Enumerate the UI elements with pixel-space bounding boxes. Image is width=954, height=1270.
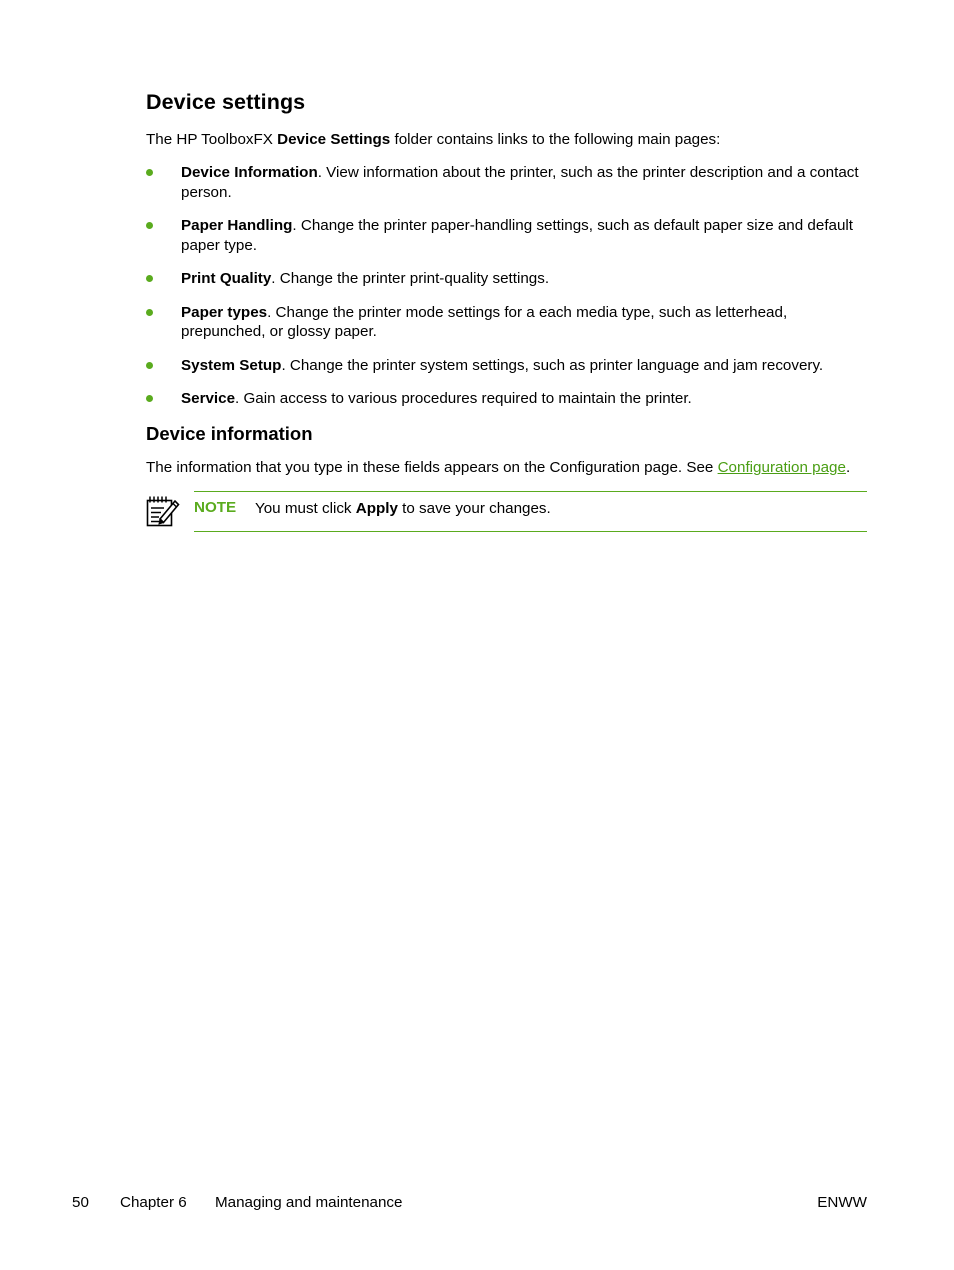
- intro-text-pre: The HP ToolboxFX: [146, 130, 278, 148]
- bullet-icon: [146, 222, 153, 229]
- note-callout: [146, 491, 867, 532]
- document-code: ENWW: [817, 1194, 867, 1211]
- note-text-pre: You must click: [255, 500, 356, 518]
- list-item-term: System Setup: [181, 356, 282, 374]
- list-item-term: Paper Handling: [181, 217, 293, 235]
- chapter-title: Managing and maintenance: [215, 1194, 403, 1211]
- main-pages-list: [146, 163, 867, 409]
- info-paragraph: [146, 458, 867, 478]
- subsection-heading: Device information: [146, 422, 313, 444]
- list-item-device-information: [146, 163, 867, 202]
- configuration-page-link[interactable]: Configuration page: [717, 458, 846, 476]
- main-content: [146, 90, 867, 532]
- list-item-text: . Change the printer system settings, such as printer language and jam recovery.: [281, 356, 824, 374]
- intro-text-bold: Device Settings: [277, 130, 391, 148]
- list-item-paper-handling: [146, 216, 867, 255]
- note-text: [255, 499, 551, 519]
- note-box: [194, 491, 867, 532]
- intro-text-post: folder contains links to the following main pages:: [390, 130, 721, 148]
- list-item-term: Print Quality: [181, 270, 272, 288]
- list-item-service: [146, 389, 867, 409]
- list-item-text: . Change the printer mode settings for a each media type, such as letterhead, prepunched, or glossy paper.: [181, 303, 788, 341]
- bullet-icon: [146, 362, 153, 369]
- chapter-label: Chapter 6: [120, 1194, 187, 1211]
- list-item-term: Paper types: [181, 303, 268, 321]
- intro-paragraph: [146, 130, 867, 150]
- list-item-term: Device Information: [181, 164, 318, 182]
- list-item-text: . Change the printer paper-handling settings, such as default paper size and default paper type.: [181, 217, 854, 254]
- page-number: 50: [72, 1194, 89, 1211]
- list-item-text: . View information about the printer, such as the printer description and a contact person.: [181, 164, 859, 201]
- bullet-icon: [146, 275, 153, 282]
- info-text-post: .: [845, 458, 851, 476]
- note-label: NOTE: [194, 499, 237, 517]
- list-item-text: . Change the printer print-quality settings.: [271, 270, 550, 288]
- bullet-icon: [146, 395, 153, 402]
- list-item-text: . Gain access to various procedures required to maintain the printer.: [235, 390, 692, 408]
- info-text-pre: The information that you type in these fields appears on the Configuration page. See: [146, 458, 718, 476]
- list-item-term: Service: [181, 390, 236, 408]
- list-item-system-setup: [146, 356, 867, 376]
- note-text-post: to save your changes.: [397, 500, 551, 518]
- list-item-print-quality: [146, 269, 867, 289]
- section-heading: Device settings: [146, 90, 306, 114]
- note-text-bold: Apply: [355, 500, 398, 518]
- bullet-icon: [146, 169, 153, 176]
- bullet-icon: [146, 309, 153, 316]
- list-item-paper-types: [146, 303, 867, 342]
- note-pad-icon: [146, 495, 180, 527]
